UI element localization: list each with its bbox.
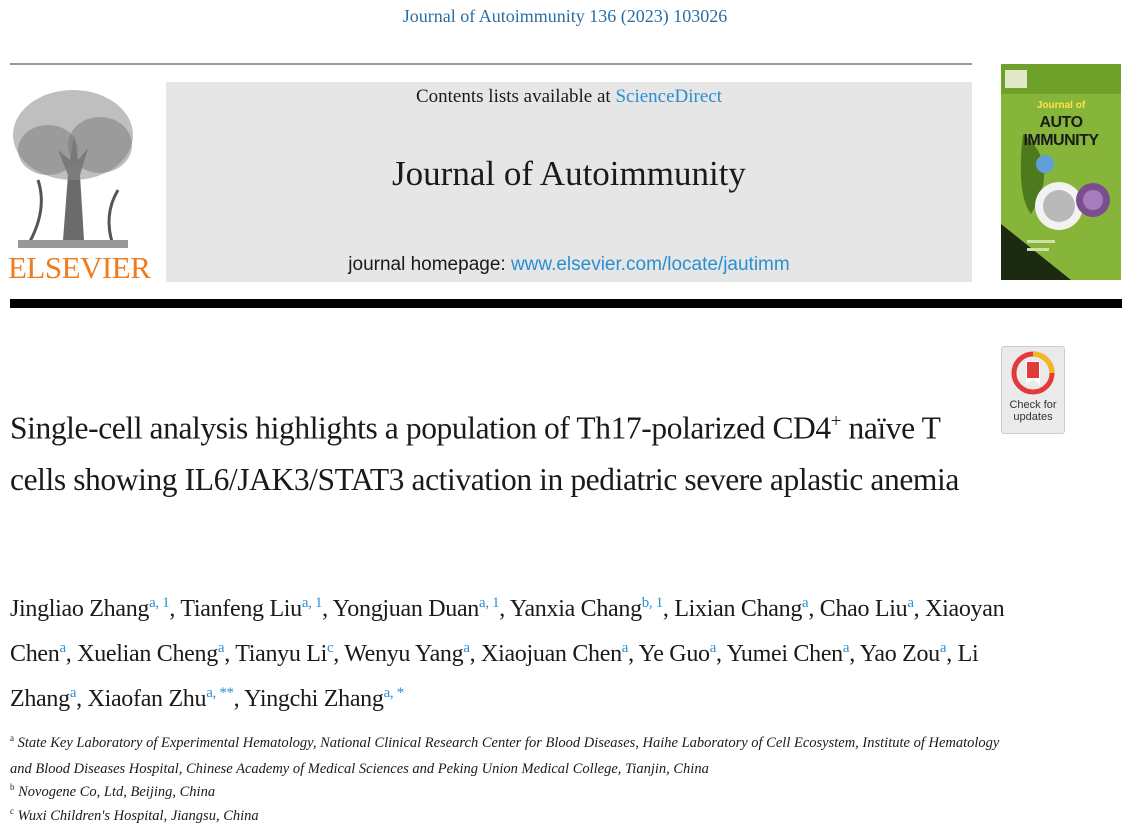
homepage-line: [166, 254, 972, 276]
contents-line: [166, 86, 972, 108]
author-affiliation-marker[interactable]: a, *: [383, 685, 404, 701]
author-affiliation-marker[interactable]: a: [69, 685, 77, 701]
journal-banner: [166, 82, 972, 282]
author-name[interactable]: Xiaojuan Chen: [481, 641, 622, 667]
check-updates-label: [1002, 399, 1064, 423]
author-name[interactable]: Tianyu Li: [235, 641, 327, 667]
author-affiliation-marker[interactable]: a, 1: [301, 595, 323, 611]
author-name[interactable]: Yongjuan Duan: [332, 596, 480, 622]
author-name[interactable]: Li Zhang: [10, 641, 979, 712]
author-name[interactable]: Jingliao Zhang: [10, 596, 150, 622]
sciencedirect-link[interactable]: ScienceDirect: [615, 86, 723, 107]
author-affiliation-marker[interactable]: a: [709, 640, 717, 656]
masthead-rule: [10, 299, 1122, 308]
author-affiliation-marker[interactable]: a: [217, 640, 225, 656]
author-name[interactable]: Xiaoyan Chen: [10, 596, 1005, 667]
author-affiliation-marker[interactable]: a: [463, 640, 470, 656]
affiliation-text: Wuxi Children's Hospital, Jiangsu, China: [17, 807, 259, 824]
homepage-link[interactable]: www.elsevier.com/locate/jautimm: [510, 254, 790, 275]
affiliation-mark: a: [10, 733, 14, 743]
author-name[interactable]: Wenyu Yang: [344, 641, 464, 667]
author-affiliation-marker[interactable]: c: [326, 640, 334, 656]
journal-name: Journal of Autoimmunity: [392, 154, 746, 193]
check-updates-line2: updates: [1013, 411, 1053, 423]
author-name[interactable]: Ye Guo: [638, 641, 710, 667]
author-name[interactable]: Yanxia Chang: [509, 596, 642, 622]
author-name[interactable]: Xuelian Cheng: [77, 641, 218, 667]
journal-citation[interactable]: Journal of Autoimmunity 136 (2023) 103026: [402, 6, 728, 26]
author-name[interactable]: Lixian Chang: [674, 596, 803, 622]
author-affiliation-marker[interactable]: a: [907, 595, 914, 611]
author-affiliation-marker[interactable]: a: [939, 640, 947, 656]
cover-title-line2: AUTO IMMUNITY: [1023, 114, 1099, 149]
affiliation-b: [10, 778, 1010, 801]
cover-art: [1001, 64, 1121, 280]
author-affiliation-marker[interactable]: b, 1: [641, 595, 663, 611]
journal-cover[interactable]: [1001, 64, 1121, 280]
author-name[interactable]: Yumei Chen: [726, 641, 843, 667]
bookmark-ribbon-icon: [1002, 347, 1064, 399]
affiliation-text-cont: and Blood Diseases Hospital, Chinese Academy of Medical Sciences and Peking Union Medical College, Tianjin, China: [10, 760, 709, 777]
affiliation-mark: b: [10, 782, 15, 792]
contents-prefix: Contents lists available at: [415, 86, 616, 107]
check-for-updates-button[interactable]: [1001, 346, 1065, 434]
check-updates-line1: Check for: [1009, 399, 1057, 411]
elsevier-wordmark: ELSEVIER: [8, 250, 151, 285]
author-affiliation-marker[interactable]: a: [802, 595, 809, 611]
affiliation-text: Novogene Co, Ltd, Beijing, China: [18, 783, 216, 800]
author-affiliation-marker[interactable]: a, 1: [479, 595, 500, 611]
author-affiliation-marker[interactable]: a: [59, 640, 66, 656]
title-text-2: naïve T cells showing IL6/JAK3/STAT3 activation in pediatric severe aplastic anemia: [10, 410, 959, 497]
author-name[interactable]: Yingchi Zhang: [244, 686, 384, 712]
header-rule: [10, 63, 972, 65]
author-affiliation-marker[interactable]: a, 1: [149, 595, 170, 611]
affiliation-c: [10, 802, 1010, 825]
author-affiliation-marker[interactable]: a: [842, 640, 850, 656]
affiliation-a: [10, 725, 1010, 782]
author-name[interactable]: Xiaofan Zhu: [87, 686, 207, 712]
author-affiliation-marker[interactable]: a: [621, 640, 629, 656]
affiliation-text: State Key Laboratory of Experimental Hematology, National Clinical Research Center for Blood Diseases, Haihe Laboratory of Cell Ecosystem, Institute of Hematology: [17, 734, 1000, 751]
author-name[interactable]: Chao Liu: [819, 596, 908, 622]
title-text-1: Single-cell analysis highlights a population of Th17-polarized CD4: [10, 410, 831, 446]
author-affiliation-marker[interactable]: a, **: [206, 685, 234, 701]
title-superscript: +: [830, 411, 842, 432]
homepage-prefix: journal homepage:: [348, 254, 511, 275]
author-name[interactable]: Tianfeng Liu: [180, 596, 302, 622]
affiliation-mark: c: [10, 806, 14, 816]
cover-title-line1: Journal of: [1036, 100, 1086, 111]
author-name[interactable]: Yao Zou: [859, 641, 940, 667]
article-title: [10, 396, 985, 505]
author-list: Jingliao Zhang$^{a, 1}$, Tianfeng Liu$^{a, 1}$, Yongjuan Duan$^{a, 1}$, Yanxia Chang$^{b, 1}$, Lixian Chang$^a$, Chao Liu$^a$, Xiaoyan Chen$^a$, Xuelian Cheng$^a$, Tianyu Li$^c$, Wenyu Yang$^a$, Xiaojuan Chen$^a$, Ye Guo$^a$, Yumei Chen$^a$, Yao Zou$^a$, Li Zhang$^a$, Xiaofan Zhu$^{a, **}$, Yingchi Zhang$^{a, *}$: [10, 595, 1005, 712]
